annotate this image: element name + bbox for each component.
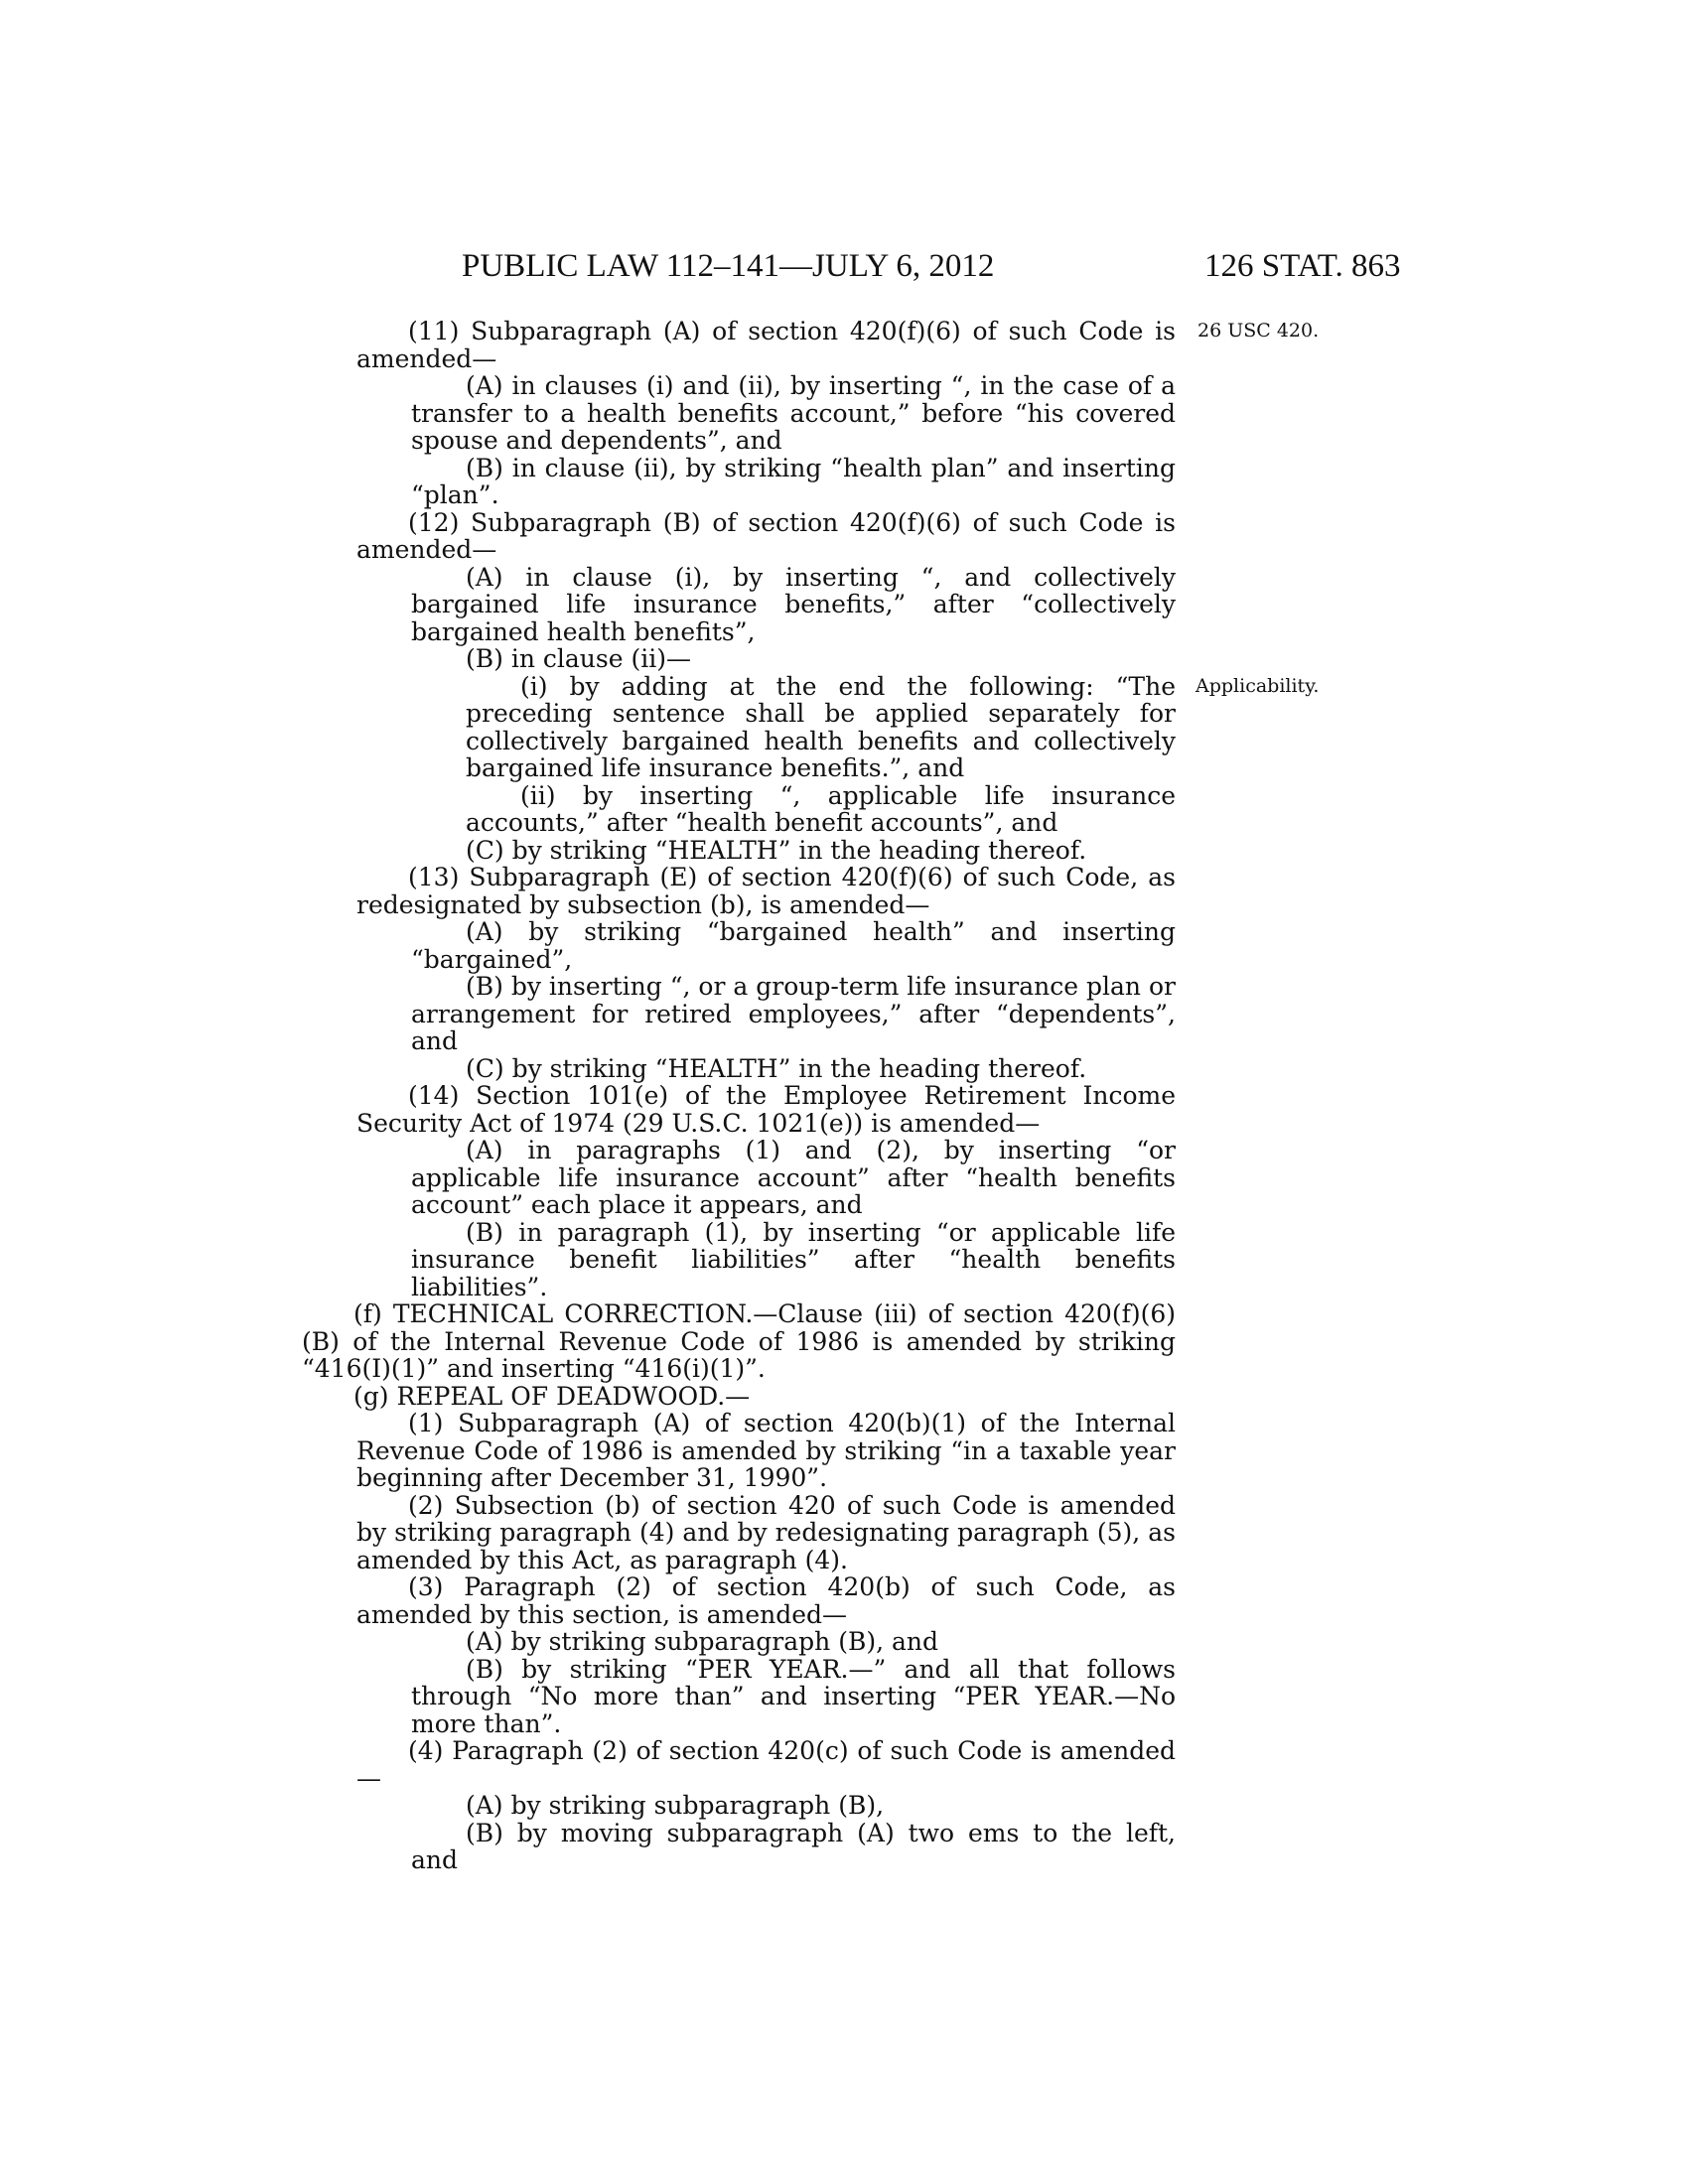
subparagraph-11-a: (A) in clauses (i) and (ii), by inserting “, in the case of a transfer to a health benefits account,” before “his covered spouse and dependents”, and [411,371,1176,455]
subparagraph-g-4-b: (B) by moving subparagraph (A) two ems to the left, and [411,1818,1176,1874]
margin-note-applicability: Applicability. [1196,675,1320,697]
paragraph-12: (12) Subparagraph (B) of section 420(f)(6) of such Code is amended— [356,507,1176,564]
paragraph-14: (14) Section 101(e) of the Employee Retirement Income Security Act of 1974 (29 U.S.C. 1021(e)) is amended— [356,1081,1176,1138]
subparagraph-13-c: (C) by striking “HEALTH” in the heading thereof. [466,1053,1087,1083]
margin-note-usc: 26 USC 420. [1197,320,1320,341]
document-body [302,317,1176,1874]
subparagraph-12-c: (C) by striking “HEALTH” in the heading thereof. [466,835,1087,865]
subparagraph-14-b: (B) in paragraph (1), by inserting “or applicable life insurance benefit liabilities” after “health benefits liabilities”. [411,1217,1176,1301]
paragraph-g-3: (3) Paragraph (2) of section 420(b) of such Code, as amended by this section, is amended— [356,1572,1176,1629]
paragraph-g-4: (4) Paragraph (2) of section 420(c) of such Code is amended— [356,1736,1176,1793]
paragraph-13: (13) Subparagraph (E) of section 420(f)(6) of such Code, as redesignated by subsection (b), is amended— [356,863,1176,919]
subparagraph-g-4-a: (A) by striking subparagraph (B), [466,1791,885,1820]
subparagraph-g-3-b: (B) by striking “PER YEAR.—” and all that follows through “No more than” and inserting “PER YEAR.—No more than”. [411,1654,1176,1738]
subparagraph-13-b: (B) by inserting “, or a group-term life insurance plan or arrangement for retired employees,” after “dependents”, and [411,972,1176,1055]
clause-12-b-i: (i) by adding at the end the following: “The preceding sentence shall be applied separately for collectively bargained health benefits and collectively bargained life insurance benefits.”, and [466,671,1176,782]
subparagraph-12-a: (A) in clause (i), by inserting “, and collectively bargained life insurance benefits,” after “collectively bargained health benefits”, [411,562,1176,646]
clause-12-b-ii: (ii) by inserting “, applicable life insurance accounts,” after “health benefit accounts”, and [466,780,1176,837]
subsection-g-heading: (g) REPEAL OF DEADWOOD.— [353,1381,751,1411]
paragraph-g-2: (2) Subsection (b) of section 420 of such Code is amended by striking paragraph (4) and by redesignating paragraph (5), as amended by this Act, as paragraph (4). [356,1490,1176,1574]
subparagraph-12-b: (B) in clause (ii)— [466,644,691,673]
subsection-f-technical-correction: (f) TECHNICAL CORRECTION.—Clause (iii) of section 420(f)(6)(B) of the Internal Revenue Code of 1986 is amended by striking “416(I)(1)” and inserting “416(i)(1)”. [302,1299,1176,1383]
subparagraph-g-3-a: (A) by striking subparagraph (B), and [466,1627,938,1656]
paragraph-g-1: (1) Subparagraph (A) of section 420(b)(1) of the Internal Revenue Code of 1986 is amended by striking “in a taxable year beginning after December 31, 1990”. [356,1409,1176,1492]
running-header-stat-page: 126 STAT. 863 [1204,248,1401,284]
running-header-title: PUBLIC LAW 112–141—JULY 6, 2012 [462,248,995,284]
subparagraph-13-a: (A) by striking “bargained health” and inserting “bargained”, [411,917,1176,974]
subparagraph-11-b: (B) in clause (ii), by striking “health plan” and inserting “plan”. [411,453,1176,509]
subparagraph-14-a: (A) in paragraphs (1) and (2), by inserting “or applicable life insurance account” after “health benefits account” each place it appears, and [411,1136,1176,1219]
paragraph-11: (11) Subparagraph (A) of section 420(f)(6) of such Code is amended— [356,317,1176,373]
